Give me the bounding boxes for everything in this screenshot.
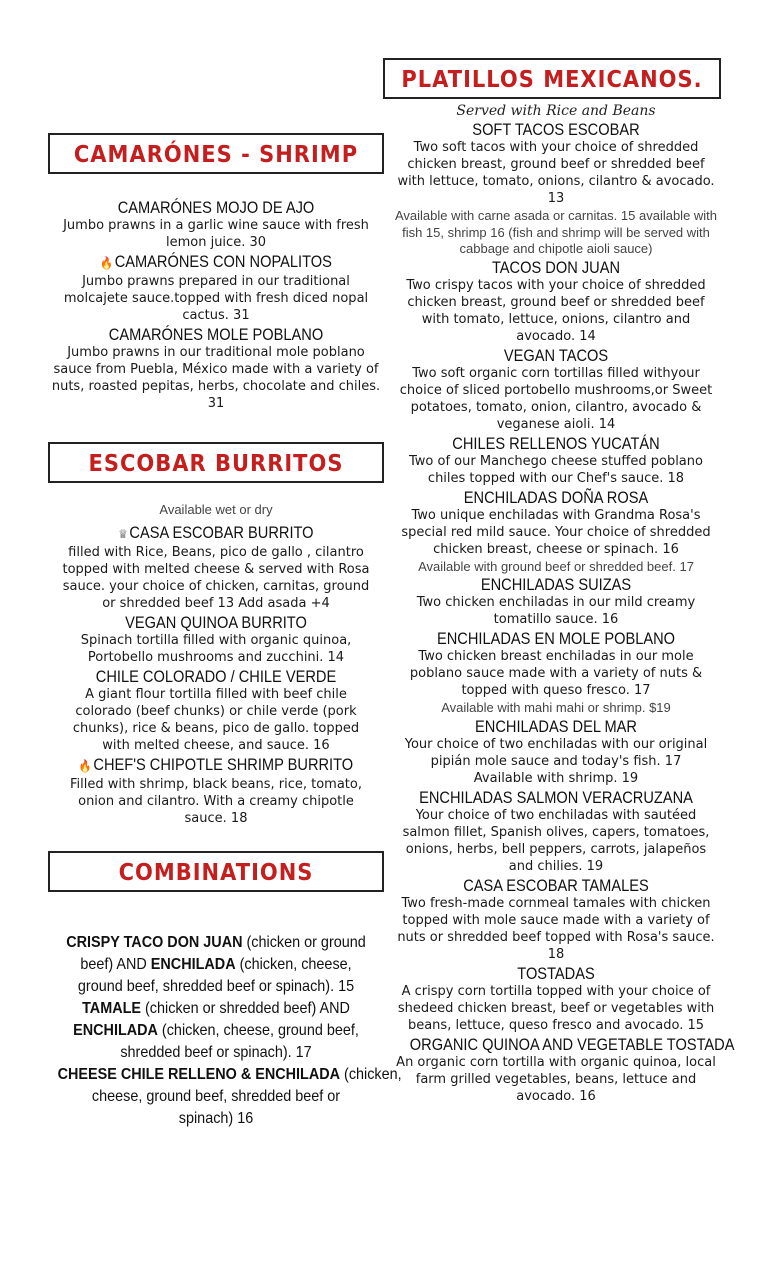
item-name: ENCHILADAS DOÑA ROSA [463, 487, 649, 507]
item-desc: Two chicken enchiladas in our mild creamy tomatillo sauce. 16 [416, 595, 696, 627]
item-name: SOFT TACOS ESCOBAR [472, 120, 640, 139]
menu-item [386, 629, 726, 717]
combo-text: cheese, ground beef, shredded beef or [91, 1088, 341, 1105]
combo-text: (chicken, [340, 1066, 402, 1083]
combo-line [58, 998, 375, 1020]
menu-item [386, 876, 726, 963]
item-desc: Your choice of two enchiladas with our original pipián mole sauce and today's fish. 17 Available with shrimp. 19 [404, 736, 708, 786]
combo-line [58, 1020, 375, 1042]
combination-items [40, 932, 402, 1130]
item-name: CAMARÓNES MOLE POBLANO [108, 325, 324, 344]
menu-item [386, 575, 726, 628]
menu-item [48, 198, 384, 251]
fire-icon: 🔥 [78, 758, 92, 773]
item-name: TOSTADAS [517, 963, 595, 983]
menu-item [48, 755, 384, 827]
fire-icon: 🔥 [100, 256, 113, 270]
item-note: Available with ground beef or shredded beef. 17 [418, 558, 694, 574]
combo-text: (chicken, cheese, ground beef, [157, 1022, 359, 1039]
menu-item [48, 523, 384, 612]
menu-item [386, 434, 726, 487]
item-desc: filled with Rice, Beans, pico de gallo , cilantro topped with melted cheese & served with Rosa sauce. your choice of chicken, carnitas, ground or shredded beef 13 Add asada +4 [62, 544, 370, 611]
combinations-section-header [48, 851, 384, 892]
item-name-with-icon [72, 252, 361, 273]
menu-item [386, 717, 726, 787]
combo-line [58, 1108, 375, 1130]
combo-text: (chicken, cheese, [235, 956, 352, 973]
menu-item [386, 964, 726, 1034]
combo-bold: ENCHILADA [150, 956, 236, 973]
menu-item [386, 346, 726, 433]
burritos-section-title: ESCOBAR BURRITOS [88, 449, 344, 476]
item-desc: Spinach tortilla filled with organic quinoa, Portobello mushrooms and zucchini. 14 [80, 632, 352, 665]
item-name-with-icon [72, 523, 361, 544]
item-desc: Jumbo prawns in a garlic wine sauce with fresh lemon juice. 30 [63, 218, 369, 250]
platillos-items [386, 102, 735, 1106]
combo-text: (chicken or ground [242, 934, 366, 951]
item-name: VEGAN QUINOA BURRITO [125, 612, 307, 632]
combo-text: ground beef, shredded beef or spinach). 15 [77, 978, 355, 995]
item-desc: A giant flour tortilla filled with beef chile colorado (beef chunks) or chile verde (pork chunks), rice & beans, pico de gallo. topped with melted cheese, and sauce. 16 [72, 686, 360, 753]
platillos-section-header [383, 58, 721, 99]
platillos-section-title: PLATILLOS MEXICANOS. [401, 65, 703, 92]
item-name: ENCHILADAS SALMON VERACRUZANA [419, 787, 693, 807]
burritos-section-header [48, 442, 384, 483]
menu-item [48, 325, 384, 412]
combo-line [58, 932, 375, 954]
item-desc: Two soft tacos with your choice of shredded chicken breast, ground beef or shredded beef with lettuce, tomato, onions, cilantro & avocado. 13 [397, 140, 715, 206]
item-note: Available with mahi mahi or shrimp. $19 [441, 700, 671, 715]
shrimp-section-header [48, 133, 384, 174]
item-name: TACOS DON JUAN [491, 257, 621, 277]
item-name: CASA ESCOBAR BURRITO [129, 522, 314, 542]
item-desc: Two soft organic corn tortillas filled withyour choice of sliced portobello mushrooms,or Sweet potatoes, tomato, onion, cilantro, avocado & veganese aioli. 14 [399, 365, 713, 432]
item-name: VEGAN TACOS [503, 345, 609, 365]
item-name: ENCHILADAS EN MOLE POBLANO [436, 629, 676, 648]
menu-item [48, 252, 384, 324]
shrimp-items [48, 198, 384, 413]
item-name: CHILE COLORADO / CHILE VERDE [95, 666, 337, 686]
item-desc: Jumbo prawns in our traditional mole poblano sauce from Puebla, México made with a variety of nuts, roasted pepitas, herbs, chocolate and chiles. 31 [51, 345, 381, 411]
item-name: CASA ESCOBAR TAMALES [463, 875, 649, 895]
menu-item [386, 488, 726, 576]
combo-text: spinach) 16 [178, 1110, 254, 1127]
item-desc: An organic corn tortilla with organic quinoa, local farm grilled vegetables, beans, lettuce and avocado. 16 [396, 1054, 716, 1104]
combo-line [58, 976, 375, 998]
item-desc: Two crispy tacos with your choice of shredded chicken breast, ground beef or shredded beef with tomato, lettuce, onions, cilantro and avocado. 14 [406, 277, 706, 344]
item-desc: Two chicken breast enchiladas in our mole poblano sauce made with a variety of nuts & topped with queso fresco. 17 [409, 649, 703, 698]
combo-text: (chicken or shredded beef) AND [141, 1000, 350, 1017]
combo-bold: CHEESE CHILE RELLENO & ENCHILADA [57, 1066, 341, 1083]
item-desc: Two unique enchiladas with Grandma Rosa's special red mild sauce. Your choice of shredded chicken breast, cheese or spinach. 16 [401, 507, 711, 557]
menu-item [386, 120, 726, 258]
item-desc: Filled with shrimp, black beans, rice, tomato, onion and cilantro. With a creamy chipotle sauce. 18 [70, 776, 362, 826]
menu-item [48, 613, 384, 666]
combo-text: shredded beef or spinach). 17 [120, 1044, 312, 1061]
item-name: CAMARÓNES CON NOPALITOS [114, 252, 332, 271]
item-note: Available with carne asada or carnitas. 15 available with fish 15, shrimp 16 (fish and shrimp will be served with cabbage and chipotle aioli sauce) [394, 208, 718, 256]
item-desc: Jumbo prawns prepared in our traditional molcajete sauce.topped with fresh diced nopal cactus. 31 [63, 274, 369, 323]
combo-line [57, 1064, 402, 1086]
menu-item [386, 788, 726, 875]
item-name: ORGANIC QUINOA AND VEGETABLE TOSTADA [409, 1034, 735, 1054]
menu-item [386, 1034, 735, 1105]
item-name: CAMARÓNES MOJO DE AJO [117, 198, 315, 217]
item-desc: A crispy corn tortilla topped with your choice of shedeed chicken breast, beef or vegetables with beans, lettuce, queso fresco and avocado. 15 [397, 983, 715, 1033]
burrito-items [48, 502, 384, 828]
item-desc: Two of our Manchego cheese stuffed poblano chiles topped with our Chef's sauce. 18 [409, 453, 703, 486]
availability-note: Available wet or dry [159, 502, 273, 517]
item-name: CHILES RELLENOS YUCATÁN [452, 433, 660, 453]
combo-line [58, 954, 375, 976]
item-name: CHEF'S CHIPOTLE SHRIMP BURRITO [93, 754, 354, 774]
menu-item [48, 667, 384, 754]
item-name-with-icon [72, 755, 361, 776]
shrimp-section-title: CAMARÓNES - SHRIMP [73, 140, 359, 167]
menu-item [386, 258, 726, 345]
combo-line [58, 1086, 375, 1108]
item-name: ENCHILADAS SUIZAS [480, 575, 632, 594]
combo-line [58, 1042, 375, 1064]
combo-bold: TAMALE [82, 1000, 142, 1017]
item-desc: Two fresh-made cornmeal tamales with chicken topped with mole sauce made with a variety of nuts or shredded beef topped with Rosa's sauce. 18 [397, 895, 715, 962]
crown-icon: ♕ [118, 526, 128, 541]
item-desc: Your choice of two enchiladas with sautéed salmon fillet, Spanish olives, capers, tomatoes, onions, herbs, bell peppers, carrots, jalapeños and chilies. 19 [402, 807, 710, 874]
combo-text: beef) AND [80, 956, 151, 973]
combinations-section-title: COMBINATIONS [118, 858, 314, 885]
combo-bold: CRISPY TACO DON JUAN [66, 934, 243, 951]
combo-bold: ENCHILADA [73, 1022, 158, 1039]
item-name: ENCHILADAS DEL MAR [475, 716, 637, 736]
served-with-subtitle: Served with Rice and Beans [456, 103, 656, 119]
